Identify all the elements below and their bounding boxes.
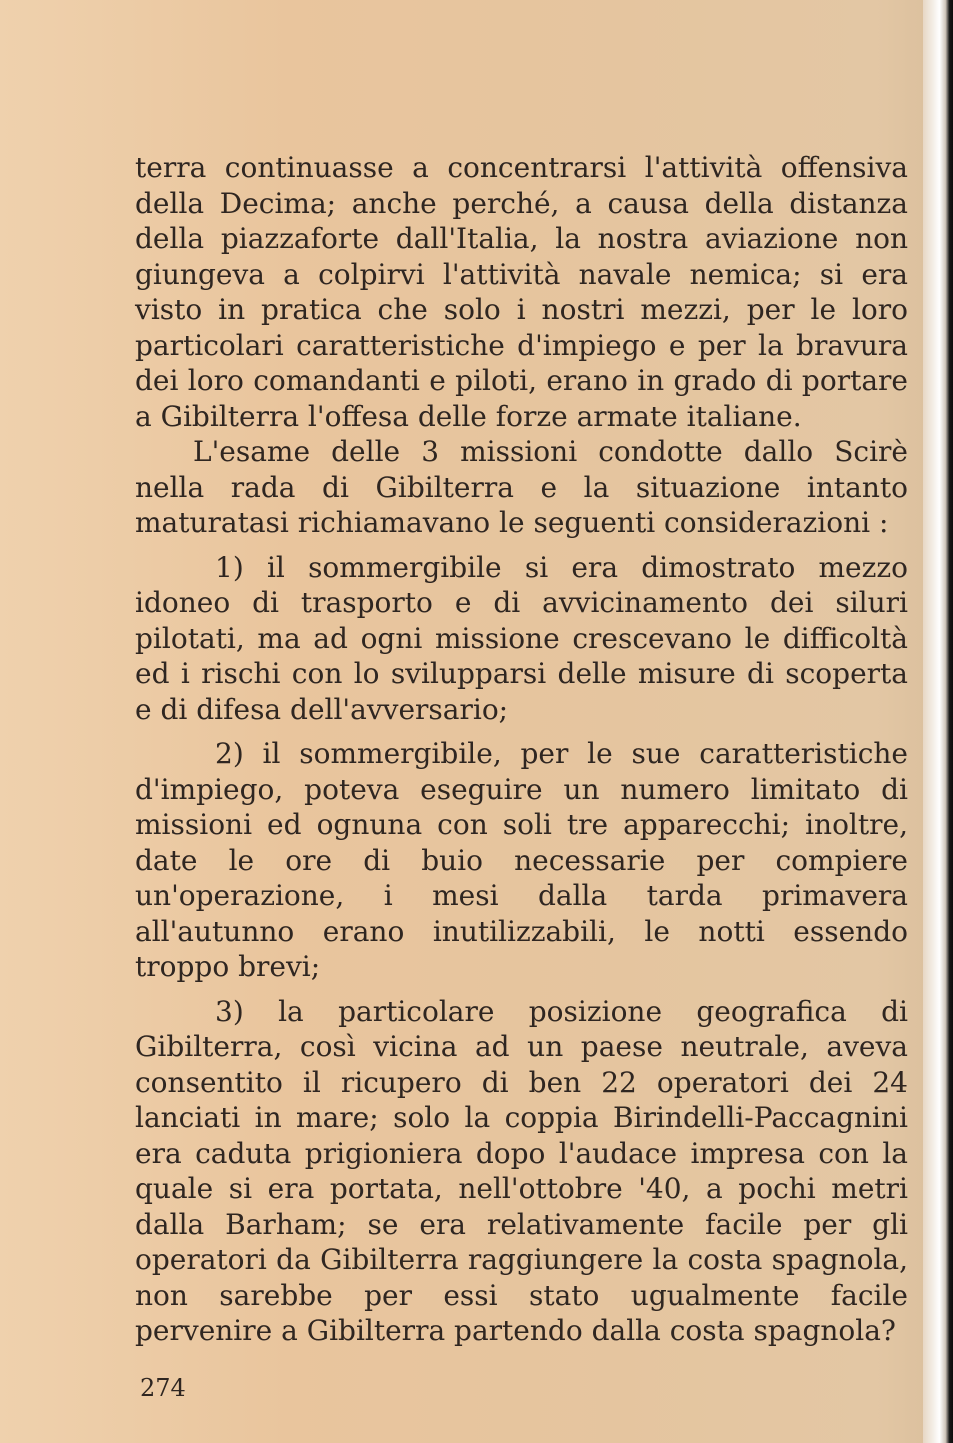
page-edge-shadow xyxy=(923,0,953,1443)
list-item-text: la particolare posizione geografica di Gibilterra, così vicina ad un paese neutrale, aveva consentito il ricupero di ben 22 operatori dei 24 lanciati in mare; solo la coppia Birindelli-Paccagnini era caduta prigioniera dopo l'audace impresa con la quale si era portata, nell'ottobre '40, a pochi metri dalla Barham; se era relativamente facile per gli operatori da Gibilterra raggiungere la costa spagnola, non sarebbe per essi stato ugualmente facile pervenire a Gibilterra partendo dalla costa spagnola? xyxy=(135,994,908,1347)
section-intro: L'esame delle 3 missioni condotte dallo Scirè nella rada di Gibilterra e la situazione intanto maturatasi richiamavano le seguenti considerazioni : xyxy=(135,435,908,539)
page-number: 274 xyxy=(140,1374,186,1402)
intro-paragraph: terra continuasse a concentrarsi l'attività offensiva della Decima; anche perché, a causa della distanza della piazzaforte dall'Italia, la nostra aviazione non giungeva a colpirvi l'attività navale nemica; si era visto in pratica che solo i nostri mezzi, per le loro particolari caratteristiche d'impiego e per la bravura dei loro comandanti e piloti, erano in grado di portare a Gibilterra l'offesa delle forze armate italiane. xyxy=(135,151,908,433)
list-item-label: 2) xyxy=(215,737,244,770)
list-item-text: il sommergibile, per le sue caratteristiche d'impiego, poteva eseguire un numero limitato di missioni ed ognuna con soli tre apparecchi; inoltre, date le ore di buio necessarie per compiere un'operazione, i mesi dalla tarda primavera all'autunno erano inutilizzabili, le notti essendo troppo brevi; xyxy=(135,737,908,983)
page-text xyxy=(135,150,908,1350)
list-item-3 xyxy=(135,994,908,1349)
list-item-text: il sommergibile si era dimostrato mezzo idoneo di trasporto e di avvicinamento dei siluri pilotati, ma ad ogni missione crescevano le difficoltà ed i rischi con lo svilupparsi delle misure di scoperta e di difesa dell'avversario; xyxy=(135,550,908,726)
list-item-1 xyxy=(135,550,908,728)
list-item-label: 3) xyxy=(215,994,244,1028)
list-item-label: 1) xyxy=(215,550,244,584)
list-item-2 xyxy=(135,736,908,985)
